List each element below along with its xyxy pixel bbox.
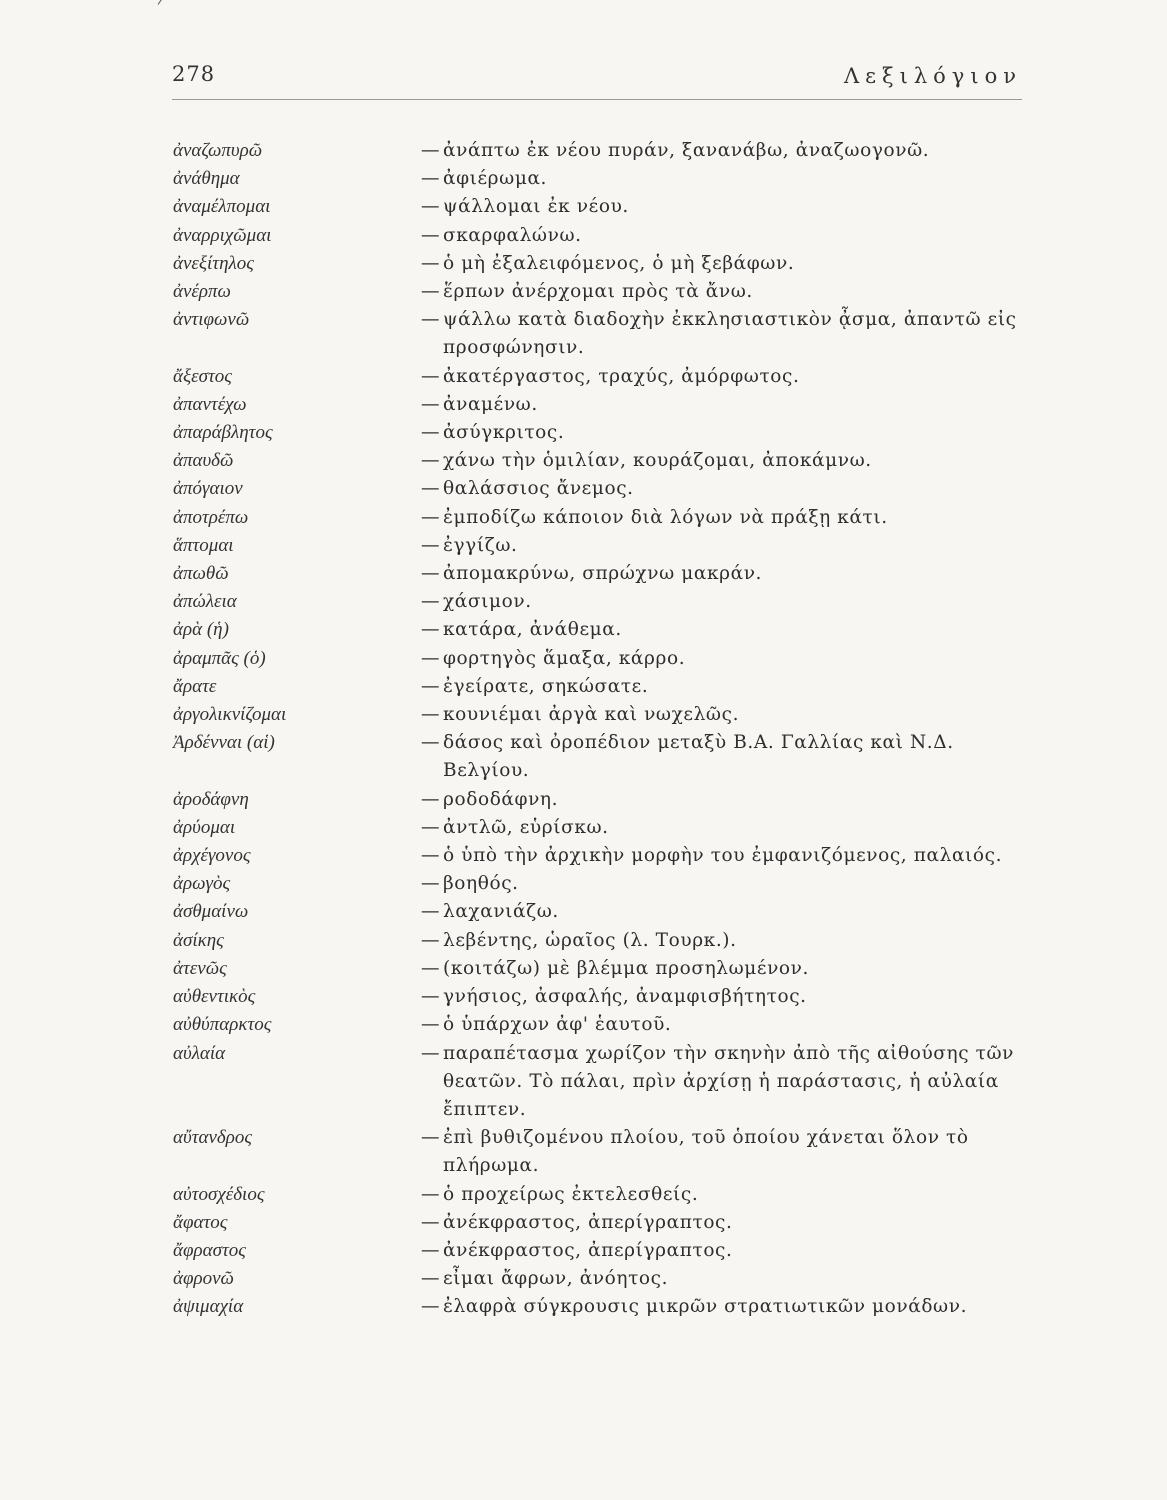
definition-text: ἐλαφρὰ σύγκρουσις μικρῶν στρατιωτικῶν μονάδων. bbox=[443, 1296, 968, 1318]
definition-text: φορτηγὸς ἅμαξα, κάρρο. bbox=[443, 647, 686, 669]
entry-term: Ἀρδένναι (αἱ) bbox=[173, 732, 275, 754]
entry-term: ἀπαντέχω bbox=[173, 393, 247, 415]
entry-term: ἀπωθῶ bbox=[173, 563, 229, 585]
definition-text: ἐγείρατε, σηκώσατε. bbox=[443, 675, 649, 697]
stray-pen-mark bbox=[158, 0, 169, 5]
glossary-entry bbox=[173, 391, 1033, 419]
entry-definition bbox=[421, 1265, 1033, 1293]
definition-dash: — bbox=[421, 224, 441, 246]
entry-definition bbox=[421, 278, 1033, 306]
definition-dash: — bbox=[421, 675, 441, 697]
entry-term: ἀρύομαι bbox=[173, 816, 236, 838]
entry-definition bbox=[421, 1181, 1033, 1209]
entry-definition bbox=[421, 588, 1033, 616]
entry-term: αὐθύπαρκτος bbox=[173, 1014, 272, 1036]
definition-dash: — bbox=[421, 1268, 441, 1290]
definition-text: λαχανιάζω. bbox=[443, 901, 559, 923]
definition-dash: — bbox=[421, 422, 441, 444]
definition-text: λεβέντης, ὡραῖος (λ. Τουρκ.). bbox=[443, 929, 737, 951]
entry-definition bbox=[421, 616, 1033, 644]
definition-dash: — bbox=[421, 929, 441, 951]
entry-definition bbox=[421, 814, 1033, 842]
definition-dash: — bbox=[421, 168, 441, 190]
entry-term: ἀσίκης bbox=[173, 929, 224, 951]
entry-term: ἀρὰ (ἡ) bbox=[173, 619, 229, 641]
entry-definition bbox=[421, 645, 1033, 673]
glossary-entry bbox=[173, 137, 1033, 165]
glossary-entry bbox=[173, 419, 1033, 447]
entry-definition bbox=[421, 391, 1033, 419]
definition-text: σκαρφαλώνω. bbox=[443, 224, 582, 246]
definition-dash: — bbox=[421, 506, 441, 528]
entry-definition bbox=[421, 701, 1033, 729]
entry-definition bbox=[421, 870, 1033, 898]
entry-term: ἀρχέγονος bbox=[173, 845, 251, 867]
definition-text: γνήσιος, ἀσφαλής, ἀναμφισβήτητος. bbox=[443, 986, 807, 1008]
glossary-entry bbox=[173, 588, 1033, 616]
definition-text: κατάρα, ἀνάθεμα. bbox=[443, 619, 622, 641]
definition-text: ἕρπων ἀνέρχομαι πρὸς τὰ ἄνω. bbox=[443, 281, 753, 303]
definition-dash: — bbox=[421, 196, 441, 218]
entry-definition bbox=[421, 560, 1033, 588]
definition-dash: — bbox=[421, 1014, 441, 1036]
running-head: Λεξιλόγιον bbox=[844, 64, 1022, 88]
glossary-entry bbox=[173, 786, 1033, 814]
definition-text: ἀφιέρωμα. bbox=[443, 168, 548, 190]
glossary-entry bbox=[173, 898, 1033, 926]
entry-term: ἀντιφωνῶ bbox=[173, 309, 250, 331]
entry-term: ἅπτομαι bbox=[173, 534, 234, 556]
glossary-entry bbox=[173, 447, 1033, 475]
glossary-entry bbox=[173, 645, 1033, 673]
definition-text: ἀνέκφραστος, ἀπερίγραπτος. bbox=[443, 1239, 733, 1261]
entry-term: αὐλαία bbox=[173, 1042, 226, 1064]
entry-term: ἀνάθημα bbox=[173, 168, 240, 190]
entry-definition bbox=[421, 1209, 1033, 1237]
entry-term: αὔτανδρος bbox=[173, 1127, 253, 1149]
entry-definition bbox=[421, 306, 1033, 362]
entry-term: ἄξεστος bbox=[173, 365, 232, 387]
definition-dash: — bbox=[421, 1042, 441, 1064]
entry-definition bbox=[421, 419, 1033, 447]
definition-text: (κοιτάζω) μὲ βλέμμα προσηλωμένον. bbox=[443, 957, 809, 979]
glossary-entry bbox=[173, 165, 1033, 193]
glossary-entry bbox=[173, 673, 1033, 701]
definition-dash: — bbox=[421, 986, 441, 1008]
definition-dash: — bbox=[421, 816, 441, 838]
entry-definition bbox=[421, 786, 1033, 814]
entry-term: ἀροδάφνη bbox=[173, 788, 249, 810]
glossary-entry bbox=[173, 616, 1033, 644]
entry-definition bbox=[421, 193, 1033, 221]
glossary-entry bbox=[173, 983, 1033, 1011]
entry-definition bbox=[421, 673, 1033, 701]
entry-definition bbox=[421, 532, 1033, 560]
definition-text: θαλάσσιος ἄνεμος. bbox=[443, 478, 634, 500]
entry-term: ἀπαυδῶ bbox=[173, 450, 234, 472]
glossary-entry bbox=[173, 1293, 1033, 1321]
entry-term: ἀνέρπω bbox=[173, 281, 231, 303]
definition-dash: — bbox=[421, 140, 441, 161]
definition-dash: — bbox=[421, 901, 441, 923]
entry-term: αὐτοσχέδιος bbox=[173, 1183, 265, 1205]
definition-dash: — bbox=[421, 1211, 441, 1233]
definition-dash: — bbox=[421, 957, 441, 979]
entry-definition bbox=[421, 250, 1033, 278]
glossary-entry bbox=[173, 475, 1033, 503]
definition-text: ὁ μὴ ἐξαλειφόμενος, ὁ μὴ ξεβάφων. bbox=[443, 252, 795, 274]
entry-term: ἀναρριχῶμαι bbox=[173, 224, 272, 246]
definition-dash: — bbox=[421, 845, 441, 867]
definition-dash: — bbox=[421, 450, 441, 472]
definition-dash: — bbox=[421, 393, 441, 415]
entry-definition bbox=[421, 1011, 1033, 1039]
entry-definition bbox=[421, 165, 1033, 193]
glossary-entry bbox=[173, 870, 1033, 898]
entry-term: ἀποτρέπω bbox=[173, 506, 249, 528]
definition-text: ἐπὶ βυθιζομένου πλοίου, τοῦ ὁποίου χάνεται ὅλον τὸ πλήρωμα. bbox=[443, 1127, 969, 1177]
entry-term: ἀπαράβλητος bbox=[173, 422, 273, 444]
entry-definition bbox=[421, 983, 1033, 1011]
definition-text: χάσιμον. bbox=[443, 591, 532, 613]
definition-dash: — bbox=[421, 563, 441, 585]
glossary-entry bbox=[173, 1124, 1033, 1180]
definition-dash: — bbox=[421, 365, 441, 387]
glossary-entry bbox=[173, 193, 1033, 221]
definition-dash: — bbox=[421, 309, 441, 331]
entry-term: ἀργολικνίζομαι bbox=[173, 704, 287, 726]
entry-definition bbox=[421, 447, 1033, 475]
definition-dash: — bbox=[421, 1127, 441, 1149]
definition-text: ἀναμένω. bbox=[443, 393, 538, 415]
entry-definition bbox=[421, 927, 1033, 955]
definition-dash: — bbox=[421, 1239, 441, 1261]
glossary-entry bbox=[173, 222, 1033, 250]
definition-dash: — bbox=[421, 619, 441, 641]
definition-dash: — bbox=[421, 647, 441, 669]
definition-text: ἀνέκφραστος, ἀπερίγραπτος. bbox=[443, 1211, 733, 1233]
definition-text: παραπέτασμα χωρίζον τὴν σκηνὴν ἀπὸ τῆς αἰθούσης τῶν θεατῶν. Τὸ πάλαι, πρὶν ἀρχίσῃ ἡ παράστασις, ἡ αὐλαία ἔπιπτεν. bbox=[443, 1042, 1015, 1120]
definition-text: ὁ ὑπάρχων ἀφ' ἑαυτοῦ. bbox=[443, 1014, 672, 1036]
entry-definition bbox=[421, 1293, 1033, 1321]
entry-definition bbox=[421, 475, 1033, 503]
entry-definition bbox=[421, 955, 1033, 983]
entry-definition bbox=[421, 222, 1033, 250]
glossary-entry bbox=[173, 927, 1033, 955]
definition-dash: — bbox=[421, 873, 441, 895]
glossary-entry bbox=[173, 560, 1033, 588]
definition-text: ἀσύγκριτος. bbox=[443, 422, 565, 444]
definition-text: ἐγγίζω. bbox=[443, 534, 518, 556]
definition-dash: — bbox=[421, 1296, 441, 1318]
definition-text: ἐμποδίζω κάποιον διὰ λόγων νὰ πράξῃ κάτι. bbox=[443, 506, 888, 528]
entry-term: ἄφατος bbox=[173, 1211, 228, 1233]
entry-term: ἀρωγὸς bbox=[173, 873, 231, 895]
definition-dash: — bbox=[421, 788, 441, 810]
definition-text: ἀντλῶ, εὑρίσκω. bbox=[443, 816, 609, 838]
glossary-entry bbox=[173, 814, 1033, 842]
glossary-entry bbox=[173, 701, 1033, 729]
glossary-entry bbox=[173, 250, 1033, 278]
entry-definition bbox=[421, 729, 1033, 785]
definition-dash: — bbox=[421, 704, 441, 726]
entry-definition bbox=[421, 842, 1033, 870]
definition-text: βοηθός. bbox=[443, 873, 519, 895]
definition-dash: — bbox=[421, 534, 441, 556]
entry-term: ἀτενῶς bbox=[173, 957, 227, 979]
definition-text: ψάλλομαι ἐκ νέου. bbox=[443, 196, 629, 218]
definition-text: εἶμαι ἄφρων, ἀνόητος. bbox=[443, 1268, 669, 1290]
entry-definition bbox=[421, 1040, 1033, 1125]
definition-text: χάνω τὴν ὁμιλίαν, κουράζομαι, ἀποκάμνω. bbox=[443, 450, 872, 472]
entry-definition bbox=[421, 1124, 1033, 1180]
definition-text: ἀκατέργαστος, τραχύς, ἀμόρφωτος. bbox=[443, 365, 800, 387]
definition-text: ροδοδάφνη. bbox=[443, 788, 559, 810]
page-number: 278 bbox=[172, 62, 216, 86]
glossary-entry bbox=[173, 504, 1033, 532]
definition-text: ὁ προχείρως ἐκτελεσθείς. bbox=[443, 1183, 699, 1205]
definition-text: ὁ ὑπὸ τὴν ἀρχικὴν μορφὴν του ἐμφανιζόμενος, παλαιός. bbox=[443, 845, 1003, 867]
entry-definition bbox=[421, 898, 1033, 926]
entry-term: ἄρατε bbox=[173, 675, 217, 697]
glossary-entry bbox=[173, 1237, 1033, 1265]
definition-text: ἀνάπτω ἐκ νέου πυράν, ξανανάβω, ἀναζωογονῶ. bbox=[443, 140, 930, 161]
entry-term: ἀφρονῶ bbox=[173, 1268, 234, 1290]
definition-dash: — bbox=[421, 252, 441, 274]
entry-definition bbox=[421, 363, 1033, 391]
glossary-entry bbox=[173, 1209, 1033, 1237]
glossary-entry bbox=[173, 532, 1033, 560]
definition-text: κουνιέμαι ἀργὰ καὶ νωχελῶς. bbox=[443, 704, 740, 726]
definition-text: ἀπομακρύνω, σπρώχνω μακράν. bbox=[443, 563, 763, 585]
glossary-entry bbox=[173, 1040, 1033, 1125]
entry-term: ἀπώλεια bbox=[173, 591, 237, 613]
glossary-entry bbox=[173, 729, 1033, 785]
definition-text: δάσος καὶ ὀροπέδιον μεταξὺ Β.Α. Γαλλίας καὶ Ν.Δ. Βελγίου. bbox=[443, 732, 954, 782]
definition-dash: — bbox=[421, 1183, 441, 1205]
definition-dash: — bbox=[421, 281, 441, 303]
glossary-entry bbox=[173, 955, 1033, 983]
glossary-entry bbox=[173, 1181, 1033, 1209]
entry-term: ἀψιμαχία bbox=[173, 1296, 244, 1318]
entry-term: ἀσθμαίνω bbox=[173, 901, 249, 923]
definition-dash: — bbox=[421, 591, 441, 613]
entry-term: ἀναμέλπομαι bbox=[173, 196, 271, 218]
entry-definition bbox=[421, 137, 1033, 165]
definition-dash: — bbox=[421, 732, 441, 754]
glossary-entry bbox=[173, 306, 1033, 362]
entry-term: ἀπόγαιον bbox=[173, 478, 243, 500]
glossary-entry bbox=[173, 1265, 1033, 1293]
glossary-entry bbox=[173, 363, 1033, 391]
entry-term: αὐθεντικὸς bbox=[173, 986, 256, 1008]
header-rule bbox=[172, 99, 1022, 100]
page-header bbox=[172, 62, 1022, 98]
entry-definition bbox=[421, 1237, 1033, 1265]
glossary-entry bbox=[173, 1011, 1033, 1039]
entry-term: ἄφραστος bbox=[173, 1239, 246, 1261]
entry-definition bbox=[421, 504, 1033, 532]
entry-term: ἀναζωπυρῶ bbox=[173, 140, 263, 161]
entry-term: ἀνεξίτηλος bbox=[173, 252, 254, 274]
entry-term: ἀραμπᾶς (ὁ) bbox=[173, 647, 266, 669]
glossary-list bbox=[173, 137, 1033, 1322]
glossary-entry bbox=[173, 842, 1033, 870]
glossary-entry bbox=[173, 278, 1033, 306]
definition-text: ψάλλω κατὰ διαδοχὴν ἐκκλησιαστικὸν ᾆσμα, ἀπαντῶ εἰς προσφώνησιν. bbox=[443, 309, 1017, 359]
definition-dash: — bbox=[421, 478, 441, 500]
